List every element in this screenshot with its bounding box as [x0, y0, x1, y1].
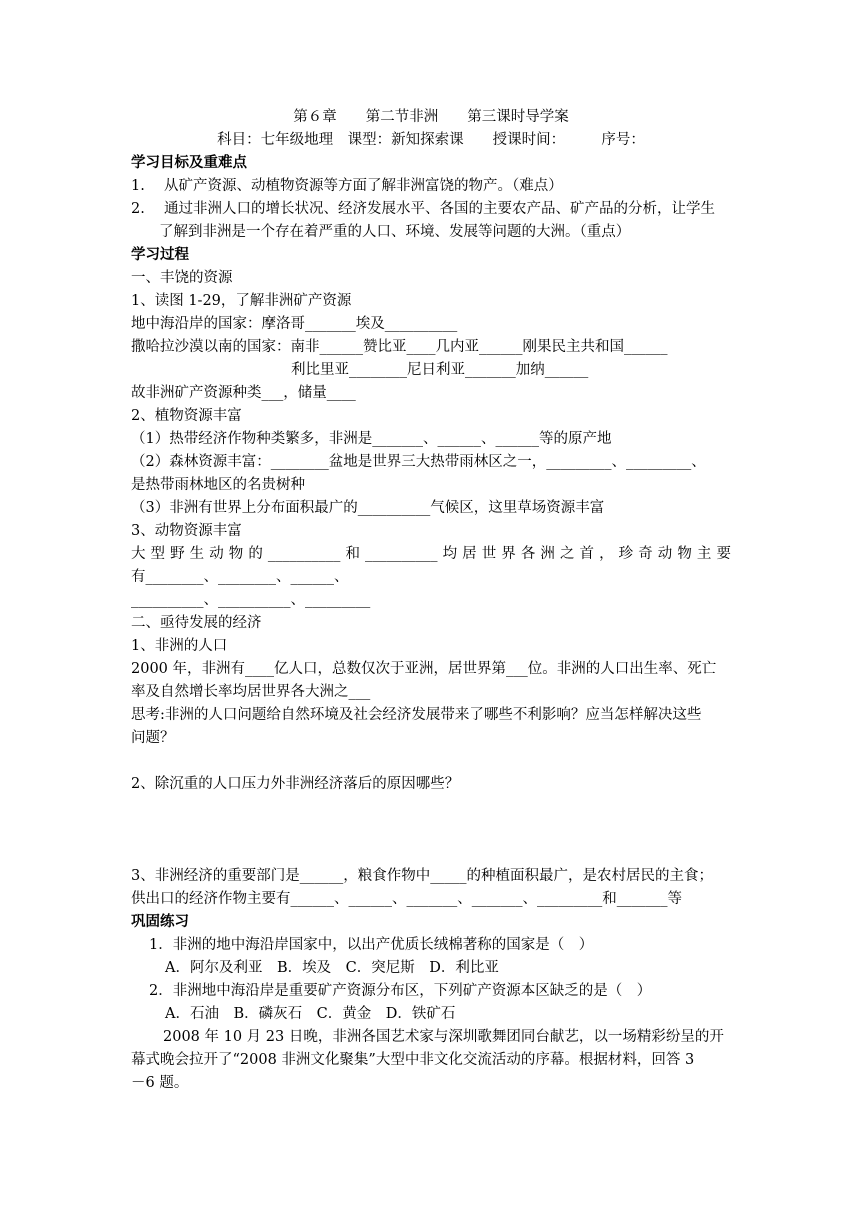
fill-blank-line: （3）非洲有世界上分布面积最广的__________气候区，这里草场资源丰富 [131, 500, 605, 516]
list-item: 2、除沉重的人口压力外非洲经济落后的原因哪些？ [131, 776, 460, 792]
question-options: A．石油 B．磷灰石 C．黄金 D．铁矿石 [165, 1006, 456, 1022]
page-title: 第６章 第二节非洲 第三课时导学案 [293, 109, 569, 125]
material-text: －6 题。 [131, 1075, 189, 1091]
list-item: 1、非洲的人口 [131, 638, 228, 654]
question: 2．非洲地中海沿岸是重要矿产资源分布区，下列矿产资源本区缺乏的是（ ） [149, 983, 652, 999]
material-text: 幕式晚会拉开了“2008 非洲文化聚集”大型中非文化交流活动的序幕。根据材料，回答 3 [131, 1052, 695, 1068]
fill-blank-line: 大型野生动物的__________和__________均居世界各洲之首，珍奇动物主要 [131, 546, 731, 562]
question: 1．非洲的地中海沿岸国家中，以出产优质长绒棉著称的国家是（ ） [149, 937, 594, 953]
fill-blank-line: 地中海沿岸的国家：摩洛哥_______埃及__________ [131, 316, 458, 332]
process-heading: 学习过程 [131, 247, 189, 263]
fill-blank-line: 2000 年，非洲有____亿人口，总数仅次于亚洲，居世界第___位。非洲的人口出生率、死亡 [131, 661, 717, 677]
list-item: 1、读图 1-29，了解非洲矿产资源 [131, 293, 352, 309]
fill-blank-line: 撒哈拉沙漠以南的国家：南非______赞比亚____几内亚______刚果民主共和国______ [131, 339, 668, 355]
fill-blank-line: __________、__________、_________ [131, 592, 371, 608]
question-options: A．阿尔及利亚 B．埃及 C．突尼斯 D．利比亚 [165, 960, 499, 976]
fill-blank-line: 故非洲矿产资源种类___，储量____ [131, 385, 356, 401]
page-subtitle: 科目：七年级地理 课型：新知探索课 授课时间： 序号： [217, 132, 645, 148]
fill-blank-line: （2）森林资源丰富：________盆地是世界三大热带雨林区之一，_________、_________、 [131, 454, 706, 470]
section-title: 二、亟待发展的经济 [131, 615, 262, 631]
think-question: 问题？ [131, 730, 175, 746]
objective-item: 了解到非洲是一个存在着严重的人口、环境、发展等问题的大洲。（重点） [159, 224, 631, 240]
fill-blank-line: 3、非洲经济的重要部门是______，粮食作物中_____的种植面积最广，是农村居民的主食； [131, 868, 713, 884]
fill-blank-line: 是热带雨林地区的名贵树种 [131, 477, 305, 493]
objective-item: 2. 通过非洲人口的增长状况、经济发展水平、各国的主要农产品、矿产品的分析，让学生 [131, 201, 715, 217]
fill-blank-line: 有________、________、______、 [131, 569, 349, 585]
fill-blank-line: （1）热带经济作物种类繁多，非洲是_______、______、______等的原产地 [131, 431, 612, 447]
think-question: 思考:非洲的人口问题给自然环境及社会经济发展带来了哪些不利影响？应当怎样解决这些 [131, 707, 702, 723]
fill-blank-line: 利比里亚________尼日利亚_______加纳______ [291, 362, 589, 378]
list-item: 2、植物资源丰富 [131, 408, 242, 424]
objectives-heading: 学习目标及重难点 [131, 155, 247, 171]
practice-heading: 巩固练习 [131, 914, 189, 930]
material-text: 2008 年 10 月 23 日晚，非洲各国艺术家与深圳歌舞团同台献艺，以一场精彩纷呈的开 [163, 1029, 724, 1045]
fill-blank-line: 率及自然增长率均居世界各大洲之___ [131, 684, 371, 700]
objective-item: 1. 从矿产资源、动植物资源等方面了解非洲富饶的物产。（难点） [131, 178, 563, 194]
fill-blank-line: 供出口的经济作物主要有______、______、_______、_______、_________和_______等 [131, 891, 682, 907]
list-item: 3、动物资源丰富 [131, 523, 242, 539]
section-title: 一、丰饶的资源 [131, 270, 233, 286]
